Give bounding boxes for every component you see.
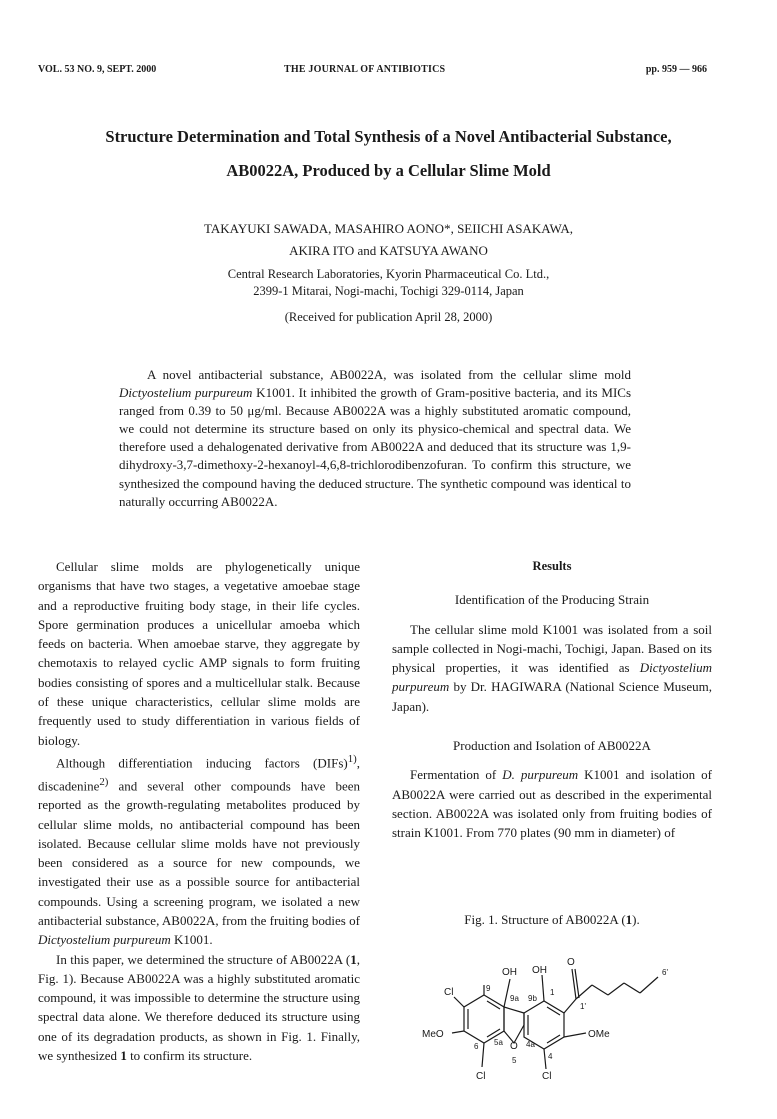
atom-number: 4a — [526, 1040, 535, 1049]
abstract — [119, 366, 631, 511]
atom-number: 9 — [486, 984, 491, 993]
author-list — [100, 218, 677, 262]
compound-number: 1 — [350, 951, 357, 967]
species-name: Dictyostelium purpureum — [119, 385, 253, 401]
affiliation-line-1: Central Research Laboratories, Kyorin Pharmaceutical Co. Ltd., — [227, 267, 550, 281]
journal-name: THE JOURNAL OF ANTIBIOTICS — [284, 64, 446, 75]
species-name: Dictyostelium purpureum — [392, 660, 712, 695]
production-paragraph: Fermentation of D. purpureum K1001 and isolation of AB0022A were carried out as described in the experimental section. AB0022A was isolated only from fruiting bodies of strain K1001. From 770 plates (90 mm in diameter) of — [392, 767, 712, 841]
subsection-heading-strain: Identification of the Producing Strain — [454, 592, 650, 608]
volume-info: VOL. 53 NO. 9, SEPT. 2000 — [38, 64, 157, 75]
running-head — [38, 64, 707, 78]
strain-paragraph: The cellular slime mold K1001 was isolated from a soil sample collected in Nogi-machi, Tochigi, Japan. Based on its physical properties, it was identified as Dictyostelium purpureum by Dr. HAGIWARA (National Science Museum, Japan). — [392, 621, 712, 714]
atom-number: 9b — [528, 994, 537, 1003]
chemical-structure-figure — [414, 945, 694, 1105]
structure-diagram — [414, 945, 694, 1105]
introduction-column — [38, 557, 360, 1065]
methoxy-label: OMe — [588, 1029, 610, 1040]
authors-line-2: AKIRA ITO and KATSUYA AWANO — [289, 243, 488, 258]
article-title — [60, 120, 717, 188]
affiliation — [100, 266, 677, 300]
authors-line-1: TAKAYUKI SAWADA, MASAHIRO AONO*, SEIICHI ASAKAWA, — [203, 221, 574, 236]
furan-ring — [504, 1007, 524, 1043]
intro-paragraph-1: Cellular slime molds are phylogenetically unique organisms that have two stages, a vegetative amoebae stage and a reproductive fruiting body stage, in their life cycles. Spore germination produces a unicellular amoeba which feeds on bacteria. When amoebae starve, they aggregate by chemotaxis to relayed cyclic AMP signals to form fruiting bodies consisting of spores and a multicellular stalk. Because of these unique characteristics, cellular slime molds are frequently used to study differentiation in various fields of biology. — [38, 559, 360, 748]
atom-number: 5 — [512, 1056, 517, 1065]
received-date: (Received for publication April 28, 2000) — [284, 310, 493, 324]
intro-paragraph-2: Although differentiation inducing factors (DIFs)$^{1)}$, discadenine$^{2)}$ and several other compounds have been reported as the growth-regulating metabolites produced by cellular slime molds, no antibacterial compound has been isolated. Because cellular slime molds have not previously been considered as a source for new compounds, we investigated their use as a possible source for antibacterial compounds. Using a screening program, we isolated a new antibacterial substance, AB0022A, from the fruiting bodies of Dictyostelium purpureum K1001. — [38, 752, 360, 948]
affiliation-line-2: 2399-1 Mitarai, Nogi-machi, Tochigi 329-0114, Japan — [253, 284, 524, 298]
atom-number: 6 — [474, 1042, 479, 1051]
species-name: D. purpureum — [502, 767, 579, 783]
chlorine-label: Cl — [542, 1071, 552, 1082]
citation-ref-1[interactable]: 1) — [347, 752, 357, 765]
intro-paragraph-3: In this paper, we determined the structure of AB0022A (1, Fig. 1). Because AB0022A was a highly substituted aromatic compound, it was impossible to determine the structure using spectral data alone. We therefore deduced its structure using one of its degradation products, as shown in Fig. 1. Finally, we synthesized 1 to confirm its structure. — [38, 951, 360, 1064]
left-benzene-ring — [464, 995, 504, 1043]
page-range: pp. 959 — 966 — [645, 64, 707, 75]
atom-number: 9a — [510, 994, 519, 1003]
species-name: Dictyostelium purpureum — [38, 932, 171, 948]
hydroxyl-label: OH — [532, 965, 547, 976]
title-line-2: AB0022A, Produced by a Cellular Slime Mold — [226, 161, 551, 180]
title-line-1: Structure Determination and Total Synthesis of a Novel Antibacterial Substance, — [105, 127, 672, 146]
results-column — [392, 557, 712, 929]
atom-number: 1 — [550, 988, 555, 997]
ring-oxygen-label: O — [510, 1041, 518, 1052]
abstract-paragraph: A novel antibacterial substance, AB0022A, was isolated from the cellular slime mold Dictyostelium purpureum K1001. It inhibited the growth of Gram-positive bacteria, and its MICs ranged from 0.39 to 50 μg/ml. Because AB0022A was a highly substituted aromatic compound, we could not determine its structure based on only its physico-chemical and spectral data. We therefore used a dehalogenated derivative from AB0022A and deduced that its structure was 1,9-dihydroxy-3,7-dimethoxy-2-hexanoyl-4,6,8-trichlorodibenzofuran. To confirm this structure, we synthesized the compound having the deduced structure. The synthetic compound was identical to naturally occurring AB0022A. — [119, 367, 632, 509]
compound-number: 1 — [120, 1048, 127, 1064]
atom-number: 6' — [662, 968, 668, 977]
hydroxyl-label: OH — [502, 967, 517, 978]
results-heading: Results — [532, 559, 572, 573]
ketone-oxygen-label: O — [567, 957, 575, 968]
citation-ref-2[interactable]: 2) — [99, 775, 109, 788]
figure-caption: Fig. 1. Structure of AB0022A (1). — [464, 911, 640, 927]
chlorine-label: Cl — [444, 987, 454, 998]
atom-number: 1' — [580, 1002, 586, 1011]
methoxy-label: MeO — [422, 1029, 444, 1040]
chlorine-label: Cl — [476, 1071, 486, 1082]
atom-number: 4 — [548, 1052, 553, 1061]
subsection-heading-production: Production and Isolation of AB0022A — [453, 738, 651, 754]
atom-number: 5a — [494, 1038, 503, 1047]
